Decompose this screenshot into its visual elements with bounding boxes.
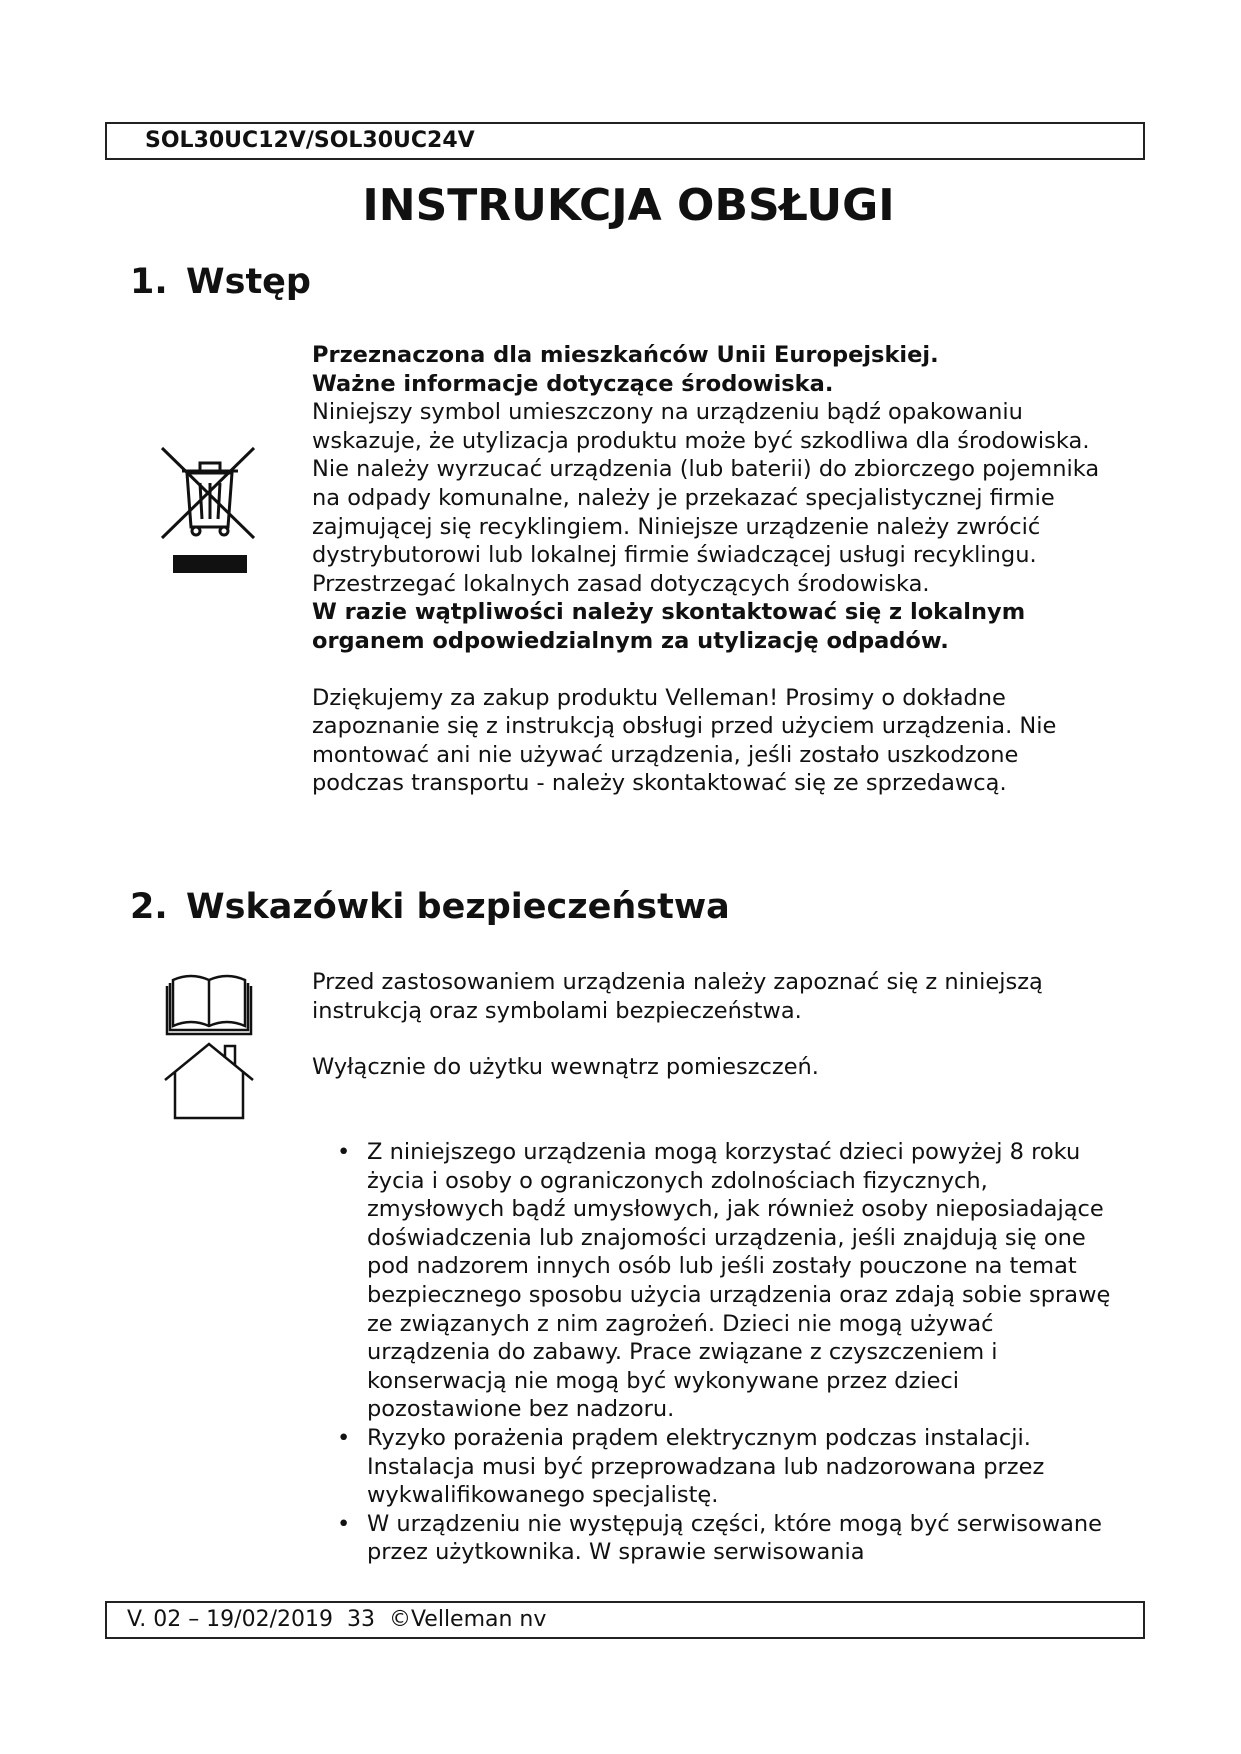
- section-2-title: Wskazówki bezpieczeństwa: [186, 887, 730, 927]
- indoor-only-text: Wyłącznie do użytku wewnątrz pomieszczeń.: [312, 1054, 819, 1081]
- eu-notice-body: Niniejszy symbol umieszczony na urządzeniu bądź opakowaniu wskazuje, że utylizacja produktu może być szkodliwa dla środowiska. Nie należy wyrzucać urządzenia (lub baterii) do zbiorczego pojemnika na odpady komunalne, należy je przekazać specjalistycznej firmie zajmującej się recyklingiem. Niniejsze urządzenie należy zwrócić dystrybutorowi lub lokalnej firmie świadczącej usługi recyklingu. Przestrzegać lokalnych zasad dotyczących środowiska.: [312, 399, 1100, 597]
- eu-notice-heading-2: Ważne informacje dotyczące środowiska.: [312, 370, 834, 397]
- thanks-paragraph: Dziękujemy za zakup produktu Velleman! Prosimy o dokładne zapoznanie się z instrukcją obsługi przed użyciem urządzenia. Nie montować ani nie używać urządzenia, jeśli zostało uszkodzone podczas transportu - należy skontaktować się ze sprzedawcą.: [312, 684, 1057, 797]
- section-1-title: Wstęp: [186, 262, 311, 302]
- safety-intro-block: [312, 968, 1112, 1082]
- eu-notice-block: [312, 341, 1112, 798]
- eu-notice-heading-1: Przeznaczona dla mieszkańców Unii Europejskiej.: [312, 342, 939, 368]
- footer-box: [105, 1601, 1145, 1639]
- safety-bullet-1: • Z niniejszego urządzenia mogą korzystać dzieci powyżej 8 roku życia i osoby o ograniczonych zdolnościach fizycznych, zmysłowych bądź umysłowych, jak również osoby nieposiadające doświadczenia lub znajomości urządzenia, jeśli znajdują się one pod nadzorem innych osób lub jeśli zostały pouczone na temat bezpiecznego sposobu użycia urządzenia oraz zdają sobie sprawę ze związanych z nim zagrożeń. Dzieci nie mogą używać urządzenia do zabawy. Prace związane z czyszczeniem i konserwacją nie mogą być wykonywane przez dzieci pozostawione bez nadzoru.: [337, 1139, 1111, 1423]
- read-manual-book-icon: [163, 968, 255, 1038]
- section-2-heading: [130, 887, 730, 927]
- indoor-house-icon: [163, 1040, 255, 1122]
- header-model: SOL30UC12V/SOL30UC24V: [145, 128, 475, 153]
- safety-bullets-block: [312, 1138, 1112, 1567]
- header-model-box: [105, 122, 1145, 160]
- document-title: INSTRUKCJA OBSŁUGI: [362, 180, 895, 231]
- section-2-number: 2.: [130, 887, 168, 927]
- read-manual-text: Przed zastosowaniem urządzenia należy zapoznać się z niniejszą instrukcją oraz symbolami bezpieczeństwa.: [312, 969, 1043, 1024]
- weee-crossed-bin-icon: [160, 445, 260, 580]
- eu-notice-closing: W razie wątpliwości należy skontaktować się z lokalnym organem odpowiedzialnym za utylizację odpadów.: [312, 599, 1026, 654]
- footer-text: V. 02 – 19/02/2019 33 ©Velleman nv: [127, 1607, 547, 1632]
- safety-bullet-3: • W urządzeniu nie występują części, które mogą być serwisowane przez użytkownika. W sprawie serwisowania: [337, 1510, 1103, 1566]
- section-1-number: 1.: [130, 262, 168, 302]
- safety-bullet-2: • Ryzyko porażenia prądem elektrycznym podczas instalacji. Instalacja musi być przeprowadzana lub nadzorowana przez wykwalifikowanego specjalistę.: [337, 1424, 1045, 1509]
- section-1-heading: [130, 262, 311, 302]
